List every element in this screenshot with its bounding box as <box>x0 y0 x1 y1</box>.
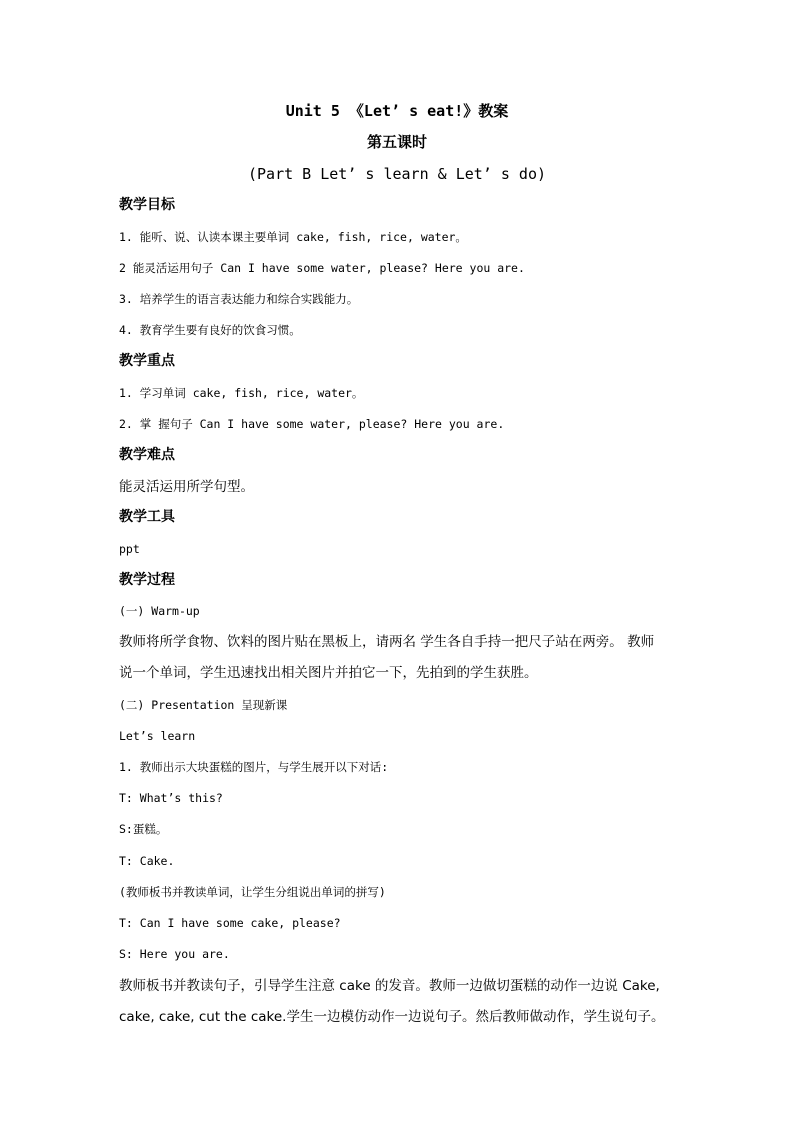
difficulties-text: 能灵活运用所学句型。 <box>119 479 254 495</box>
key-points-heading: 教学重点 <box>119 353 175 369</box>
paragraph-text: 教师板书并教读句子，引导学生注意 cake 的发音。教师一边做切蛋糕的动作一边说 Cake, <box>119 978 660 994</box>
presentation-label: (二) Presentation 呈现新课 <box>119 698 288 712</box>
objectives-heading: 教学目标 <box>119 197 175 213</box>
document-title: Unit 5 《Let’ s eat!》教案 <box>285 102 509 120</box>
key-point-item: 1. 学习单词 cake, fish, rice, water。 <box>119 386 364 400</box>
objective-item: 2 能灵活运用句子 Can I have some water, please? Here you are. <box>119 261 525 275</box>
objective-item: 4. 教育学生要有良好的饮食习惯。 <box>119 323 301 337</box>
process-heading: 教学过程 <box>119 572 175 588</box>
dialog-line: T: What’s this? <box>119 791 223 805</box>
dialog-line: S: Here you are. <box>119 947 230 961</box>
lesson-part: (Part B Let’ s learn & Let’ s do) <box>247 165 546 183</box>
warmup-label: (一) Warm-up <box>119 604 200 618</box>
lets-learn-label: Let’s learn <box>119 729 196 743</box>
difficulties-heading: 教学难点 <box>119 447 175 463</box>
objective-item: 1. 能听、说、认读本课主要单词 cake, fish, rice, water。 <box>119 230 467 244</box>
tools-heading: 教学工具 <box>119 509 175 525</box>
key-point-item: 2. 掌 握句子 Can I have some water, please? Here you are. <box>119 417 505 431</box>
warmup-text: 教师将所学食物、饮料的图片贴在黑板上，请两名 学生各自手持一把尺子站在两旁。 教师 <box>119 634 655 650</box>
teacher-note: (教师板书并教读单词，让学生分组说出单词的拼写) <box>119 885 386 899</box>
objective-item: 3. 培养学生的语言表达能力和综合实践能力。 <box>119 292 359 306</box>
step-text: 1. 教师出示大块蛋糕的图片，与学生展开以下对话: <box>119 760 389 774</box>
dialog-line: S:蛋糕。 <box>119 822 168 836</box>
warmup-text: 说一个单词，学生迅速找出相关图片并拍它一下，先拍到的学生获胜。 <box>119 665 538 681</box>
paragraph-text: cake, cake, cut the cake.学生一边模仿动作一边说句子。然后教师做动作，学生说句子。 <box>119 1009 665 1025</box>
dialog-line: T: Cake. <box>119 854 175 868</box>
tools-text: ppt <box>119 542 140 556</box>
lesson-subtitle: 第五课时 <box>366 133 427 151</box>
dialog-line: T: Can I have some cake, please? <box>119 916 341 930</box>
